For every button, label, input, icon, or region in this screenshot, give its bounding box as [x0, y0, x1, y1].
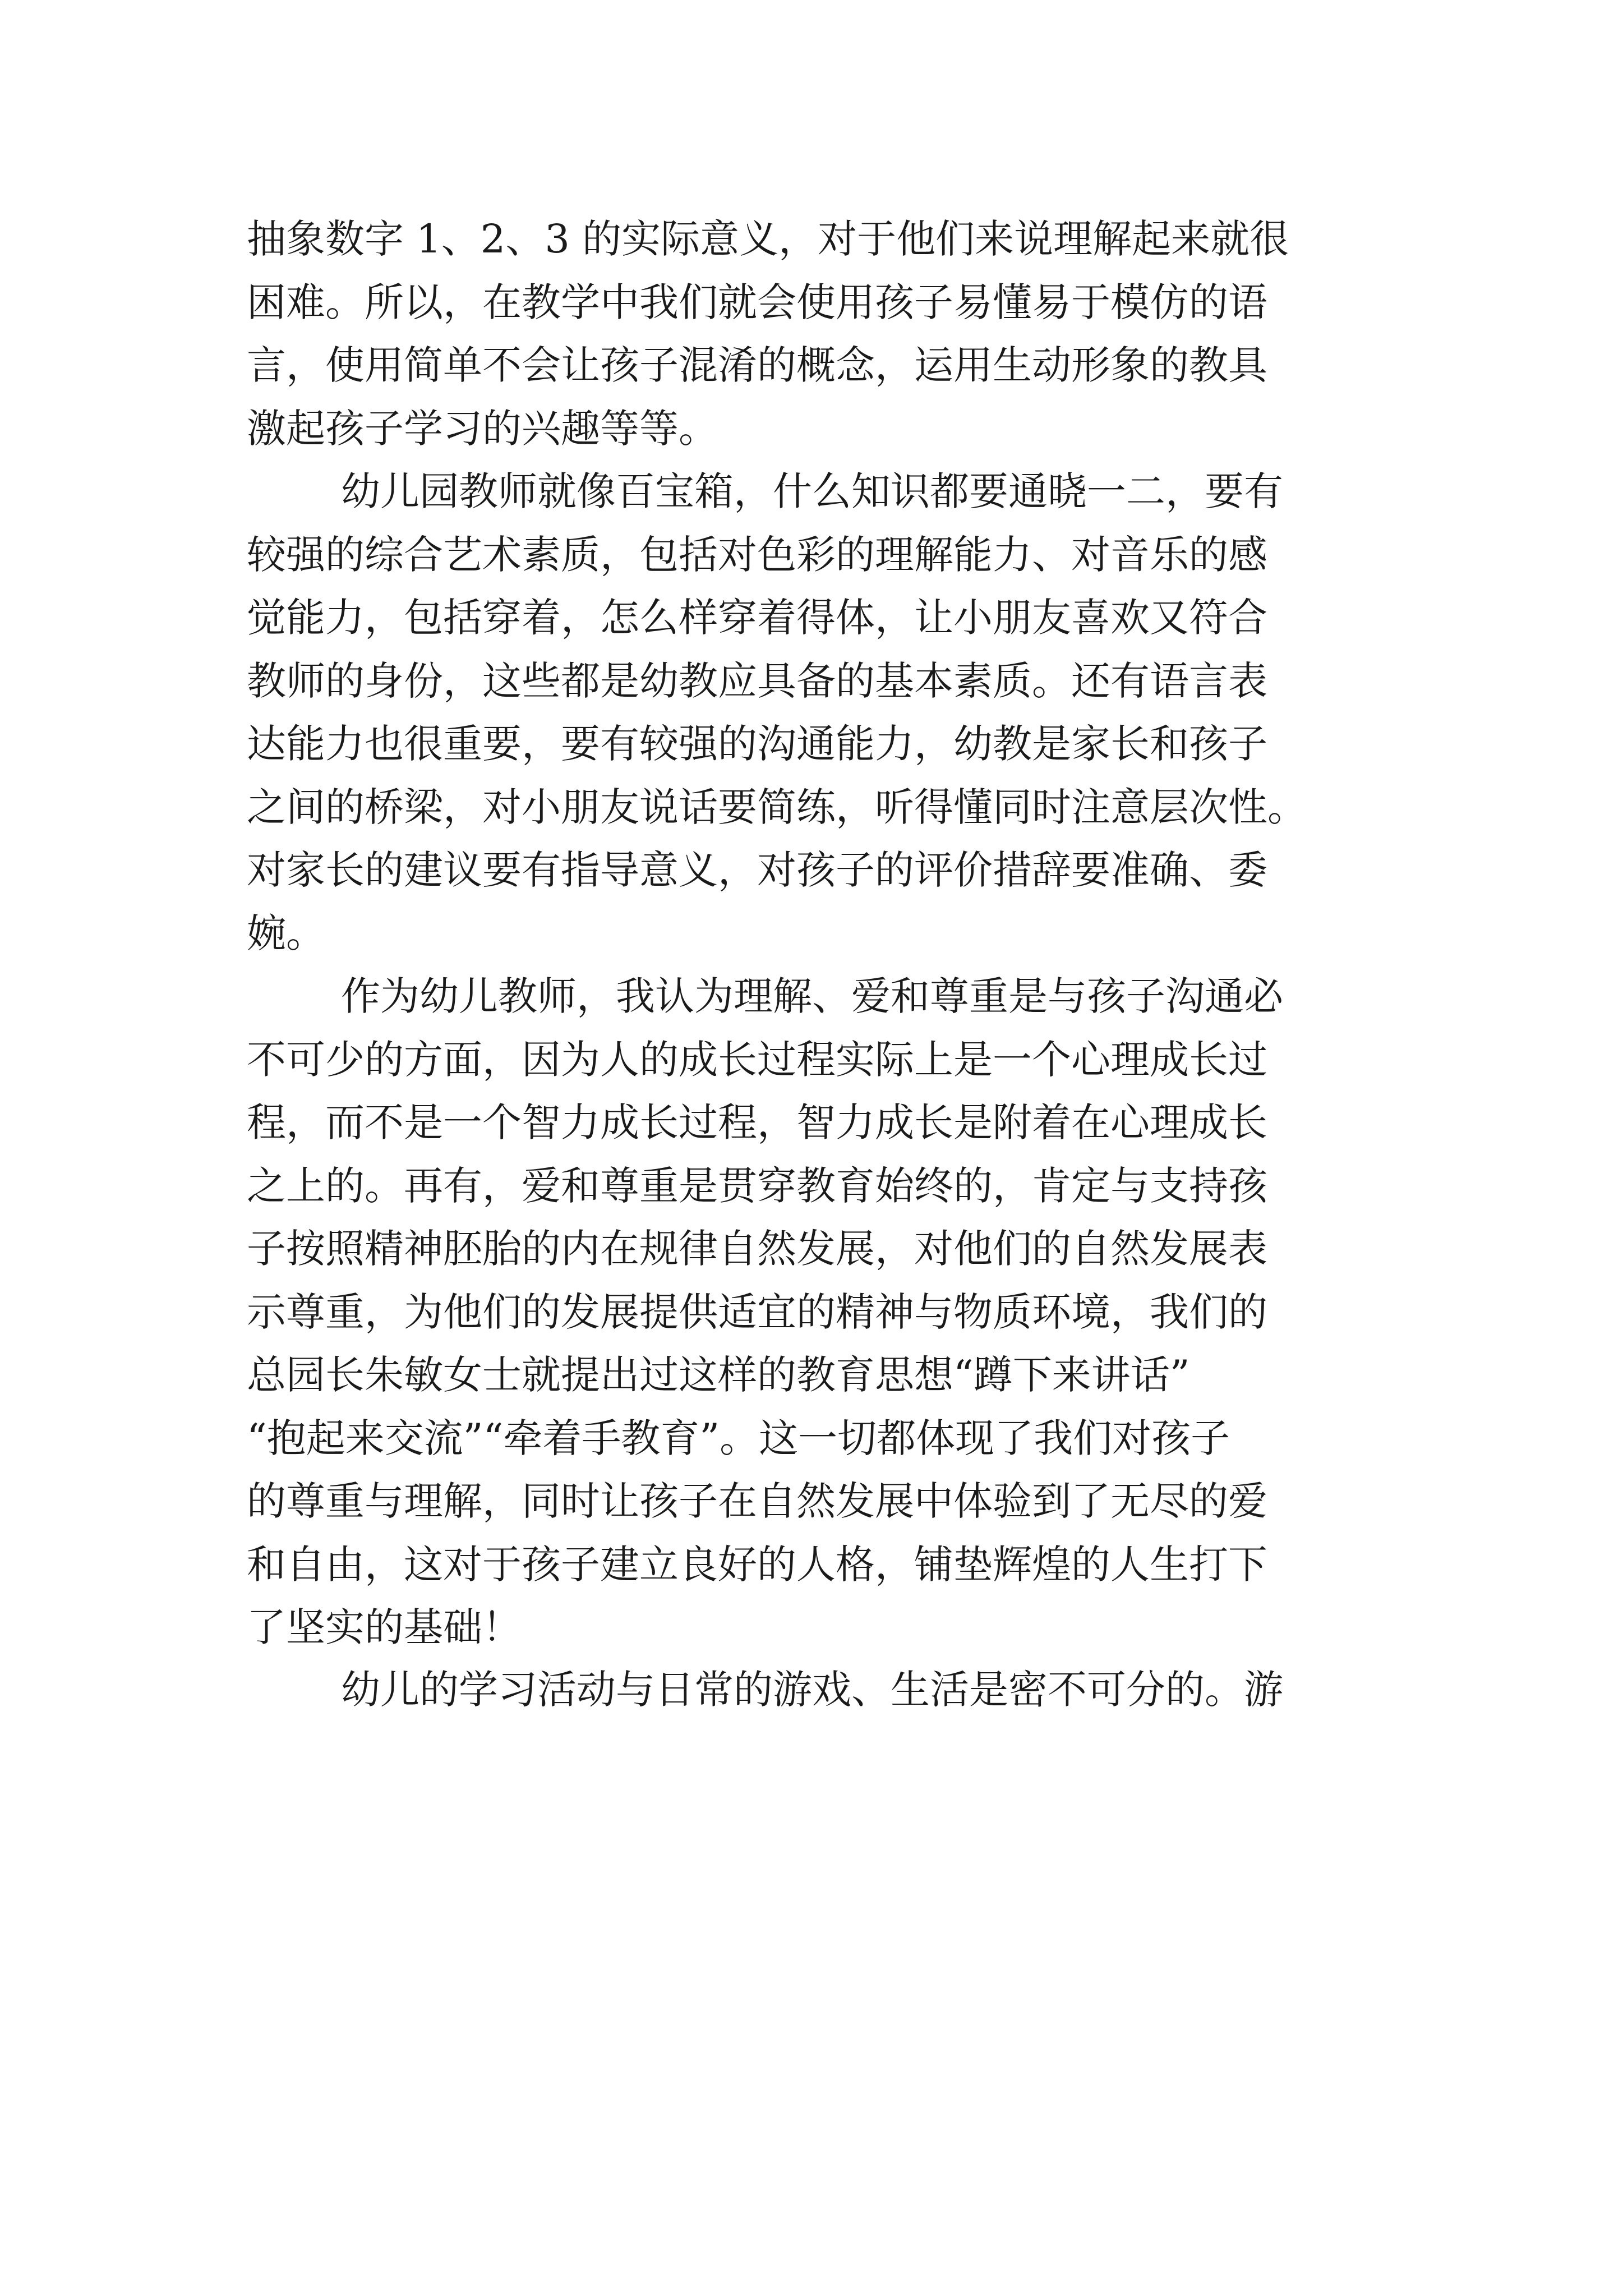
- text-line: “抱起来交流”“牵着手教育”。这一切都体现了我们对孩子: [247, 1415, 1230, 1461]
- text-line: 较强的综合艺术素质，包括对色彩的理解能力、对音乐的感: [247, 531, 1267, 578]
- text-line: 程，而不是一个智力成长过程，智力成长是附着在心理成长: [247, 1099, 1267, 1145]
- text-line: 不可少的方面，因为人的成长过程实际上是一个心理成长过: [247, 1036, 1267, 1083]
- text-line: 了坚实的基础！: [247, 1604, 522, 1650]
- text-line: 对家长的建议要有指导意义，对孩子的评价措辞要准确、委: [247, 847, 1267, 893]
- paragraph-first-line: 幼儿园教师就像百宝箱，什么知识都要通晓一二，要有: [341, 468, 1283, 514]
- text-line: 的尊重与理解，同时让孩子在自然发展中体验到了无尽的爱: [247, 1478, 1267, 1524]
- text-line: 教师的身份，这些都是幼教应具备的基本素质。还有语言表: [247, 657, 1267, 704]
- text-line: 之上的。再有，爱和尊重是贯穿教育始终的，肯定与支持孩: [247, 1162, 1267, 1209]
- text-line: 觉能力，包括穿着，怎么样穿着得体，让小朋友喜欢又符合: [247, 595, 1267, 641]
- body-text: [247, 208, 1380, 1720]
- text-line: 言，使用简单不会让孩子混淆的概念，运用生动形象的教具: [247, 342, 1267, 388]
- text-line: 总园长朱敏女士就提出过这样的教育思想“蹲下来讲话”: [247, 1352, 1190, 1398]
- text-line: 和自由，这对于孩子建立良好的人格，铺垫辉煌的人生打下: [247, 1541, 1267, 1588]
- paragraph-first-line: 幼儿的学习活动与日常的游戏、生活是密不可分的。游: [341, 1666, 1283, 1713]
- text-line: 抽象数字 1、2、3 的实际意义，对于他们来说理解起来就很: [247, 216, 1289, 262]
- text-line: 之间的桥梁，对小朋友说话要简练，听得懂同时注意层次性。: [247, 784, 1307, 830]
- text-line: 达能力也很重要，要有较强的沟通能力，幼教是家长和孩子: [247, 721, 1267, 767]
- paragraph-first-line: 作为幼儿教师，我认为理解、爱和尊重是与孩子沟通必: [341, 973, 1283, 1019]
- text-line: 激起孩子学习的兴趣等等。: [247, 405, 718, 452]
- text-line: 婉。: [247, 910, 325, 956]
- text-line: 子按照精神胚胎的内在规律自然发展，对他们的自然发展表: [247, 1226, 1267, 1272]
- text-line: 困难。所以，在教学中我们就会使用孩子易懂易于模仿的语: [247, 279, 1267, 325]
- text-line: 示尊重，为他们的发展提供适宜的精神与物质环境，我们的: [247, 1289, 1267, 1335]
